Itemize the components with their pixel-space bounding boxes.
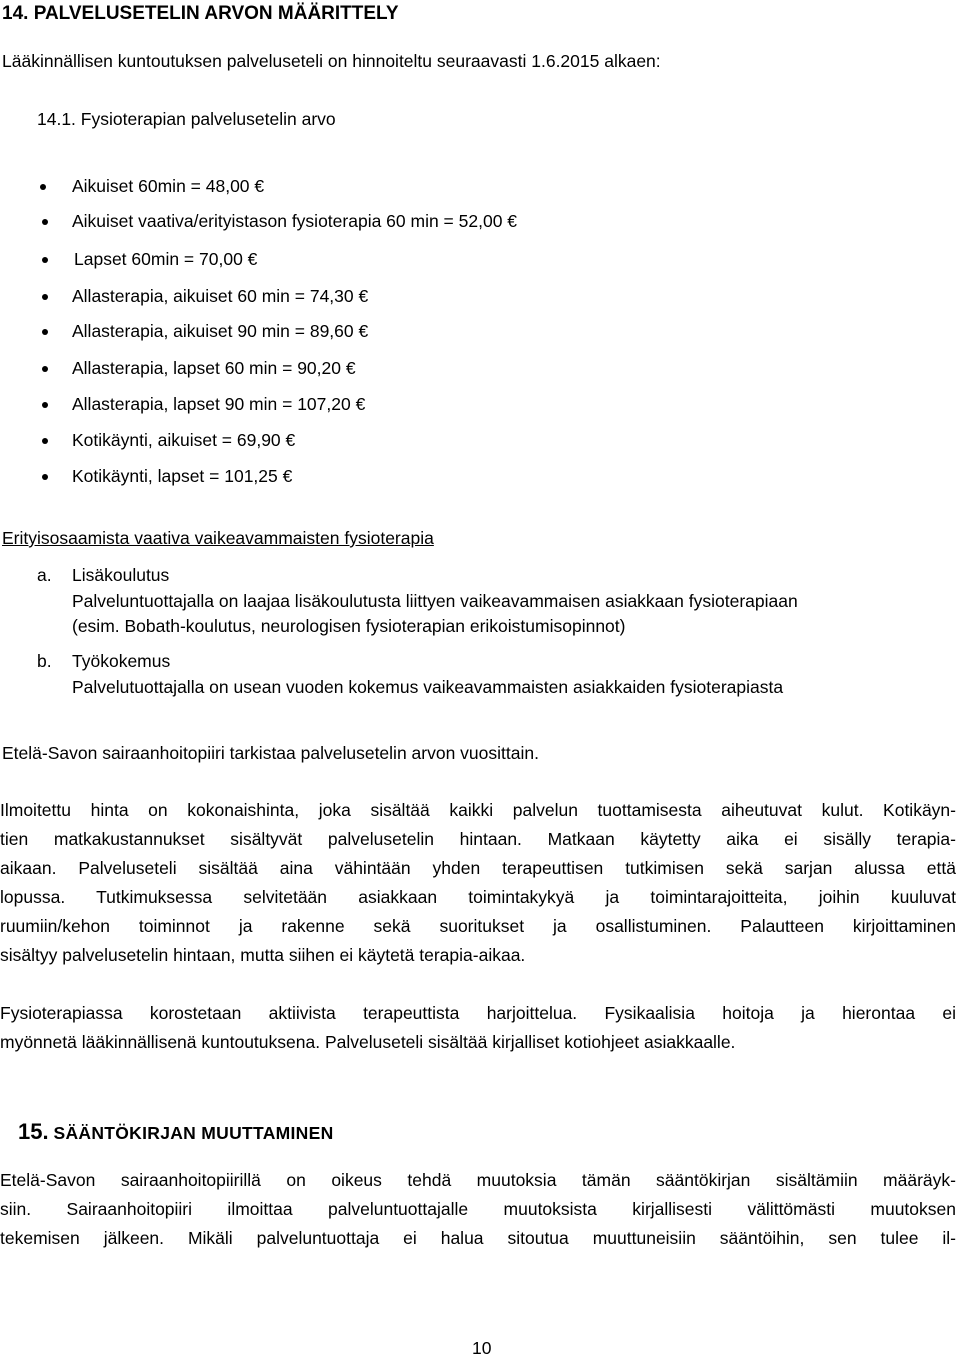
subsection-heading: 14.1. Fysioterapian palvelusetelin arvo [37, 109, 336, 129]
paragraph-line: ruumiin/kehon toiminnot ja rakenne sekä suoritukset ja osallistuminen. Palautteen kirjoittaminen [0, 916, 956, 936]
criteria-marker: b. [37, 651, 52, 671]
paragraph-line: myönnetä lääkinnällisenä kuntoutuksena. Palveluseteli sisältää kirjalliset kotiohjeet asiakkaalle. [0, 1032, 736, 1052]
bullet-icon [42, 219, 48, 225]
paragraph-line: lopussa. Tutkimuksessa selvitetään asiakkaan toimintakykyä ja toimintarajoitteita, joihin kuuluvat [0, 887, 956, 907]
page-number: 10 [472, 1338, 492, 1358]
bullet-icon [42, 474, 48, 480]
review-note: Etelä-Savon sairaanhoitopiiri tarkistaa palvelusetelin arvon vuosittain. [2, 743, 539, 763]
bullet-icon [42, 294, 48, 300]
intro-text: Lääkinnällisen kuntoutuksen palveluseteli on hinnoiteltu seuraavasti 1.6.2015 alkaen: [2, 51, 661, 71]
special-heading: Erityisosaamista vaativa vaikeavammaisten fysioterapia [2, 528, 434, 548]
criteria-line: Palvelutuottajalla on usean vuoden kokemus vaikeavammaisten asiakkaiden fysioterapiasta [72, 677, 784, 697]
bullet-icon [42, 257, 48, 263]
paragraph-line: Fysioterapiassa korostetaan aktiivista terapeuttista harjoittelua. Fysikaalisia hoitoja ja hierontaa ei [0, 1003, 956, 1023]
bullet-icon [42, 366, 48, 372]
criteria-line: Palveluntuottajalla on laajaa lisäkoulutusta liittyen vaikeavammaisen asiakkaan fysioterapiaan [72, 591, 798, 611]
section-14-heading: 14. PALVELUSETELIN ARVON MÄÄRITTELY [2, 3, 399, 24]
criteria-line: (esim. Bobath-koulutus, neurologisen fysioterapian erikoistumisopinnot) [72, 616, 626, 636]
criteria-title: Työkokemus [72, 651, 171, 671]
paragraph-line: Ilmoitettu hinta on kokonaishinta, joka sisältää kaikki palvelun tuottamisesta aiheutuvat kulut. Kotikäyn- [0, 800, 956, 820]
section-number: 15. [18, 1119, 49, 1144]
section-title: SÄÄNTÖKIRJAN MUUTTAMINEN [53, 1123, 334, 1143]
bullet-icon [42, 402, 48, 408]
paragraph-line: tien matkakustannukset sisältyvät palvelusetelin hintaan. Matkaan käytetty aika ei sisälly terapia- [0, 829, 956, 849]
bullet-icon [42, 438, 48, 444]
criteria-marker: a. [37, 565, 52, 585]
criteria-title: Lisäkoulutus [72, 565, 170, 585]
paragraph-line: Etelä-Savon sairaanhoitopiirillä on oikeus tehdä muutoksia tämän sääntökirjan sisältämiin määräyk- [0, 1170, 956, 1190]
paragraph-line: siin. Sairaanhoitopiiri ilmoittaa palveluntuottajalle muutoksista kirjallisesti välittömästi muutoksen [0, 1199, 956, 1219]
paragraph-line: tekemisen jälkeen. Mikäli palveluntuottaja ei halua sitoutua muuttuneisiin sääntöihin, sen tulee il- [0, 1228, 956, 1248]
bullet-icon [40, 184, 46, 190]
bullet-icon [42, 329, 48, 335]
paragraph-line: sisältyy palvelusetelin hintaan, mutta siihen ei käytetä terapia-aikaa. [0, 945, 526, 965]
section-15-heading [18, 1118, 334, 1147]
paragraph-line: aikaan. Palveluseteli sisältää aina vähintään yhden terapeuttisen tutkimisen sekä sarjan alussa että [0, 858, 956, 878]
